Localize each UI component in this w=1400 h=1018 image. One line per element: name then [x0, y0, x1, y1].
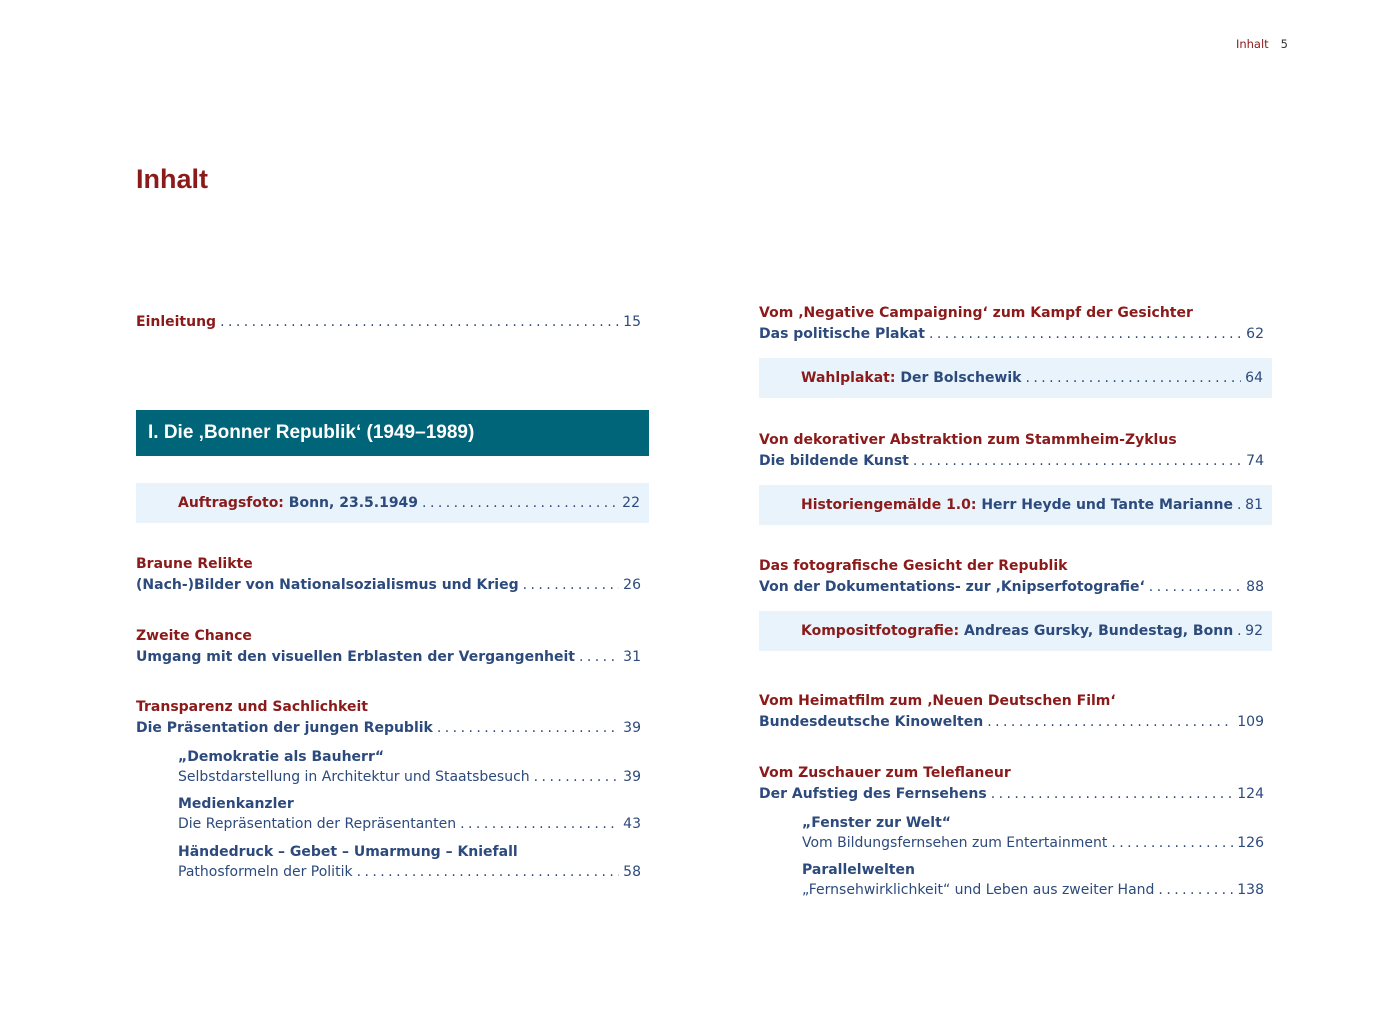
highlight-text: Der Bolschewik [895, 370, 1022, 386]
highlight-text: Bonn, 23.5.1949 [283, 495, 419, 511]
toc-title: Vom Zuschauer zum Teleflaneur [759, 765, 1011, 781]
toc-page: 126 [1237, 835, 1264, 851]
toc-entry-einleitung[interactable] [136, 312, 641, 333]
toc-title: Von dekorativer Abstraktion zum Stammheim-Zyklus [759, 432, 1177, 448]
toc-page: 88 [1246, 579, 1264, 595]
page-number: 5 [1280, 37, 1288, 51]
toc-subtitle: Der Aufstieg des Fernsehens [759, 786, 987, 802]
toc-page: 109 [1237, 714, 1264, 730]
toc-page: 58 [623, 864, 641, 880]
toc-subentry-haendedruck[interactable] [178, 842, 641, 882]
dot-leader [357, 862, 620, 882]
toc-title: Das fotografische Gesicht der Republik [759, 558, 1068, 574]
dot-leader [1025, 370, 1241, 386]
toc-page: 31 [623, 649, 641, 665]
dot-leader [460, 814, 619, 834]
highlight-keyword: Historiengemälde 1.0: [801, 497, 977, 513]
highlight-text: Andreas Gursky, Bundestag, Bonn [959, 623, 1234, 639]
toc-entry-film[interactable] [759, 691, 1264, 733]
toc-subtitle: Von der Dokumentations- zur ‚Knipserfotografie‘ [759, 579, 1145, 595]
toc-entry-fernsehen[interactable] [759, 763, 1264, 805]
highlight-keyword: Auftragsfoto: [178, 495, 284, 511]
toc-subtitle: Selbstdarstellung in Architektur und Staatsbesuch [178, 769, 530, 785]
toc-subtitle: „Fernsehwirklichkeit“ und Leben aus zweiter Hand [802, 882, 1155, 898]
part-heading: I. Die ‚Bonner Republik‘ (1949–1989) [136, 410, 649, 456]
dot-leader [991, 784, 1234, 805]
toc-subtitle: Die Repräsentation der Repräsentanten [178, 816, 457, 832]
toc-subtitle: Pathosformeln der Politik [178, 864, 353, 880]
toc-title: Transparenz und Sachlichkeit [136, 699, 368, 715]
toc-title: Parallelwelten [802, 862, 915, 878]
toc-title: „Fenster zur Welt“ [802, 815, 951, 831]
toc-entry-zweite-chance[interactable] [136, 626, 641, 668]
dot-leader [1111, 833, 1233, 853]
toc-page: 138 [1237, 882, 1264, 898]
toc-entry-transparenz[interactable] [136, 697, 641, 739]
toc-title: Zweite Chance [136, 628, 252, 644]
highlight-keyword: Kompositfotografie: [801, 623, 960, 639]
highlight-entry-historiengemaelde[interactable] [759, 485, 1272, 525]
toc-entry-foto[interactable] [759, 556, 1264, 598]
toc-subentry-medienkanzler[interactable] [178, 794, 641, 834]
dot-leader [1237, 623, 1241, 639]
toc-page: 26 [623, 577, 641, 593]
toc-subentry-demokratie[interactable] [178, 747, 641, 787]
highlight-entry-wahlplakat[interactable] [759, 358, 1272, 398]
toc-entry-braune-relikte[interactable] [136, 554, 641, 596]
toc-subtitle: Umgang mit den visuellen Erblasten der Vergangenheit [136, 649, 575, 665]
dot-leader [220, 312, 619, 333]
dot-leader [1158, 880, 1233, 900]
highlight-entry-kompositfotografie[interactable] [759, 611, 1272, 651]
dot-leader [422, 495, 618, 511]
toc-subtitle: Die bildende Kunst [759, 453, 909, 469]
toc-title: Medienkanzler [178, 796, 294, 812]
toc-subtitle: Die Präsentation der jungen Republik [136, 720, 433, 736]
toc-page: 62 [1246, 326, 1264, 342]
toc-page: 43 [623, 816, 641, 832]
highlight-keyword: Wahlplakat: [801, 370, 896, 386]
toc-page: 64 [1245, 370, 1263, 386]
toc-subtitle: (Nach-)Bilder von Nationalsozialismus und Krieg [136, 577, 519, 593]
running-head [1236, 37, 1288, 51]
dot-leader [437, 718, 619, 739]
toc-page: 22 [622, 495, 640, 511]
toc-page: 39 [623, 720, 641, 736]
toc-title: Vom ‚Negative Campaigning‘ zum Kampf der Gesichter [759, 305, 1193, 321]
dot-leader [987, 712, 1233, 733]
toc-subentry-parallelwelten[interactable] [802, 860, 1264, 900]
dot-leader [929, 324, 1242, 345]
toc-title: Vom Heimatfilm zum ‚Neuen Deutschen Film‘ [759, 693, 1116, 709]
toc-page: 39 [623, 769, 641, 785]
running-head-label: Inhalt [1235, 37, 1269, 51]
highlight-entry-auftragsfoto[interactable] [136, 483, 649, 523]
dot-leader [579, 647, 619, 668]
dot-leader [913, 451, 1242, 472]
toc-title: „Demokratie als Bauherr“ [178, 749, 385, 765]
toc-page: 74 [1246, 453, 1264, 469]
dot-leader [523, 575, 620, 596]
page-title: Inhalt [136, 164, 208, 194]
toc-title: Einleitung [136, 314, 217, 330]
toc-entry-kunst[interactable] [759, 430, 1264, 472]
toc-subtitle: Vom Bildungsfernsehen zum Entertainment [802, 835, 1108, 851]
highlight-text: Herr Heyde und Tante Marianne [976, 497, 1233, 513]
toc-page: 92 [1245, 623, 1263, 639]
toc-entry-plakat[interactable] [759, 303, 1264, 345]
toc-page: 81 [1245, 497, 1263, 513]
toc-subtitle: Das politische Plakat [759, 326, 925, 342]
toc-page: 15 [623, 314, 641, 330]
toc-subentry-fenster[interactable] [802, 813, 1264, 853]
toc-title: Braune Relikte [136, 556, 253, 572]
toc-subtitle: Bundesdeutsche Kinowelten [759, 714, 984, 730]
dot-leader [1149, 577, 1242, 598]
toc-title: Händedruck – Gebet – Umarmung – Kniefall [178, 844, 518, 860]
dot-leader [534, 767, 620, 787]
toc-page: 124 [1237, 786, 1264, 802]
dot-leader [1237, 497, 1241, 513]
